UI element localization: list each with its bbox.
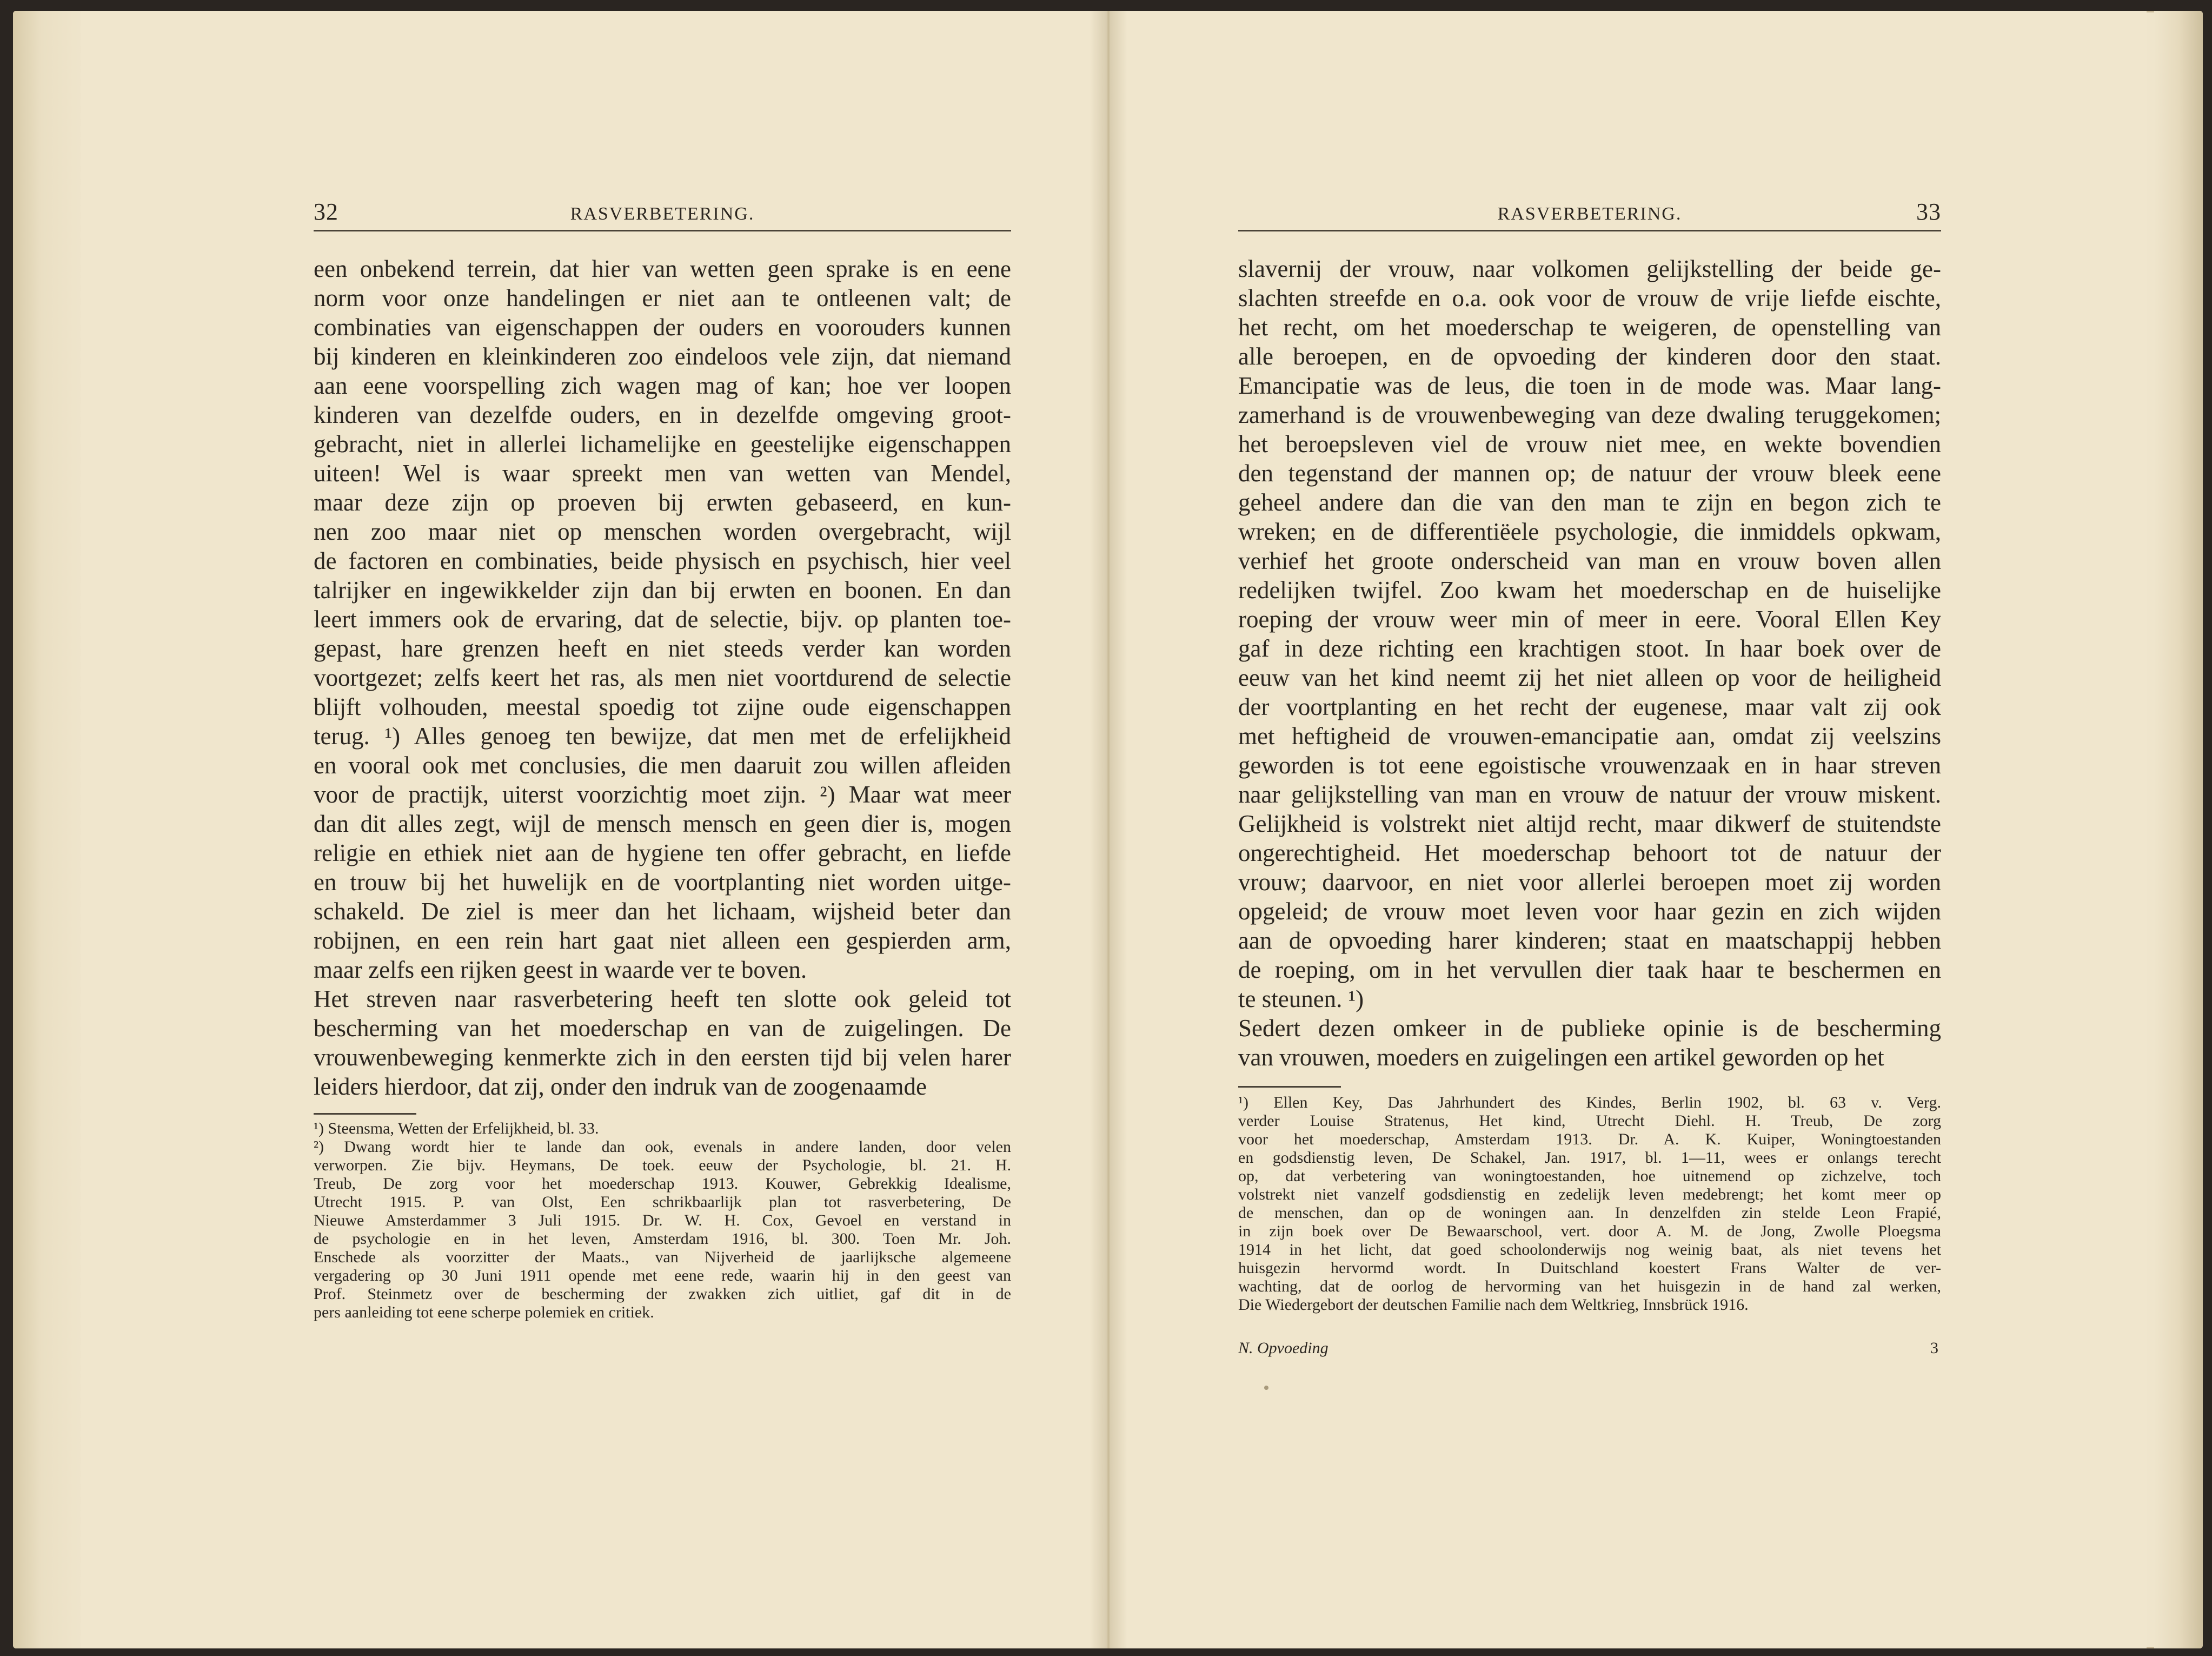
text-line: en vooral ook met conclusies, die men daaruit zou willen afleiden bbox=[314, 752, 1011, 779]
text-line: vrouwenbeweging kenmerkte zich in den eersten tijd bij velen harer bbox=[314, 1044, 1011, 1071]
text-line: norm voor onze handelingen er niet aan te ontleenen valt; de bbox=[314, 284, 1011, 312]
text-line: aan eene voorspelling zich wagen mag of kan; hoe ver loopen bbox=[314, 372, 1011, 399]
text-line: voor de practijk, uiterst voorzichtig moet zijn. ²) Maar wat meer bbox=[314, 781, 1011, 808]
text-line: Het streven naar rasverbetering heeft ten slotte ook geleid tot bbox=[314, 985, 1011, 1012]
text-line: de factoren en combinaties, beide physisch en psychisch, hier veel bbox=[314, 547, 1011, 574]
text-line: naar gelijkstelling van man en vrouw de natuur der vrouw miskent. bbox=[1238, 781, 1941, 808]
left-body-text bbox=[314, 254, 1011, 1101]
text-line: eeuw van het kind neemt zij het niet alleen op voor de heiligheid bbox=[1238, 664, 1941, 691]
text-line: met heftigheid de vrouwen-emancipatie aan, omdat zij veelszins bbox=[1238, 723, 1941, 750]
text-line: de menschen, dan op de woningen aan. In denzelfden zin stelde Leon Frapié, bbox=[1238, 1204, 1941, 1222]
right-page-edges bbox=[2154, 11, 2203, 1648]
text-line: nen zoo maar niet op menschen worden overgebracht, wijl bbox=[314, 518, 1011, 545]
right-page-number: 33 bbox=[1916, 198, 1941, 225]
signature-number: 3 bbox=[1930, 1339, 1938, 1357]
text-line: redelijken twijfel. Zoo kwam het moederschap en de huiselijke bbox=[1238, 577, 1941, 604]
text-line: bescherming van het moederschap en van de zuigelingen. De bbox=[314, 1015, 1011, 1042]
left-page-edges bbox=[13, 11, 83, 1648]
text-line: voortgezet; zelfs keert het ras, als men niet voortdurend de selectie bbox=[314, 664, 1011, 691]
text-line: roeping der vrouw weer min of meer in eere. Vooral Ellen Key bbox=[1238, 606, 1941, 633]
text-line: zamerhand is de vrouwenbeweging van deze dwaling teruggekomen; bbox=[1238, 401, 1941, 428]
text-line: uiteen! Wel is waar spreekt men van wetten van Mendel, bbox=[314, 460, 1011, 487]
text-line: verhief het groote onderscheid van man en vrouw boven allen bbox=[1238, 547, 1941, 574]
text-line: gaf in deze richting een krachtigen stoot. In haar boek over de bbox=[1238, 635, 1941, 662]
text-line: de psychologie en in het leven, Amsterdam 1916, bl. 300. Toen Mr. Joh. bbox=[314, 1230, 1011, 1248]
text-line: schakeld. De ziel is meer dan het lichaam, wijsheid beter dan bbox=[314, 898, 1011, 925]
text-line: dan dit alles zegt, wijl de mensch mensch en geen dier is, mogen bbox=[314, 810, 1011, 837]
text-line: combinaties van eigenschappen der ouders en voorouders kunnen bbox=[314, 314, 1011, 341]
text-line: het beroepsleven viel de vrouw niet mee, en wekte bovendien bbox=[1238, 430, 1941, 458]
text-line: verworpen. Zie bijv. Heymans, De toek. eeuw der Psychologie, bl. 21. H. bbox=[314, 1156, 1011, 1174]
text-line: terug. ¹) Alles genoeg ten bewijze, dat men met de erfelijkheid bbox=[314, 723, 1011, 750]
text-line: Enschede als voorzitter der Maats., van Nijverheid de jaarlijksche algemeene bbox=[314, 1248, 1011, 1266]
text-line: ¹) Ellen Key, Das Jahrhundert des Kindes, Berlin 1902, bl. 63 v. Verg. bbox=[1238, 1094, 1941, 1111]
text-line: slavernij der vrouw, naar volkomen gelijkstelling der beide ge- bbox=[1238, 255, 1941, 282]
left-running-title: RASVERBETERING. bbox=[570, 204, 755, 224]
text-line: ongerechtigheid. Het moederschap behoort tot de natuur der bbox=[1238, 839, 1941, 866]
text-line: en godsdienstig leven, De Schakel, Jan. 1917, bl. 1—11, wees er onlangs terecht bbox=[1238, 1149, 1941, 1167]
text-line: vergadering op 30 Juni 1911 opende met eene rede, waarin hij in den geest van bbox=[314, 1267, 1011, 1284]
text-line: voor het moederschap, Amsterdam 1913. Dr. A. K. Kuiper, Woningtoestanden bbox=[1238, 1130, 1941, 1148]
text-line: Emancipatie was de leus, die toen in de mode was. Maar lang- bbox=[1238, 372, 1941, 399]
text-line: der voortplanting en het recht der eugenese, maar valt zij ook bbox=[1238, 693, 1941, 720]
text-line: talrijker en ingewikkelder zijn dan bij erwten en boonen. En dan bbox=[314, 577, 1011, 604]
text-line: gepast, hare grenzen heeft en niet steeds verder kan worden bbox=[314, 635, 1011, 662]
text-line: bij kinderen en kleinkinderen zoo eindeloos vele zijn, dat niemand bbox=[314, 343, 1011, 370]
right-body-text bbox=[1238, 254, 1941, 1072]
text-line: opgeleid; de vrouw moet leven voor haar gezin en zich wijden bbox=[1238, 898, 1941, 925]
text-line: alle beroepen, en de opvoeding der kinderen door den staat. bbox=[1238, 343, 1941, 370]
text-line: het recht, om het moederschap te weigeren, de openstelling van bbox=[1238, 314, 1941, 341]
text-line: een onbekend terrein, dat hier van wetten geen sprake is en eene bbox=[314, 255, 1011, 282]
left-page-number: 32 bbox=[314, 198, 338, 225]
signature-mark: N. Opvoeding bbox=[1238, 1339, 1328, 1357]
text-line: vrouw; daarvoor, en niet voor allerlei beroepen moet zij worden bbox=[1238, 869, 1941, 896]
text-line: 1914 in het licht, dat goed schoolonderwijs nog weinig baat, als niet tevens het bbox=[1238, 1241, 1941, 1258]
text-line: pers aanleiding tot eene scherpe polemiek en critiek. bbox=[314, 1303, 654, 1321]
text-line: in zijn boek over De Bewaarschool, vert. door A. M. de Jong, Zwolle Ploegsma bbox=[1238, 1222, 1941, 1240]
text-line: maar zelfs een rijken geest in waarde ver te boven. bbox=[314, 956, 807, 983]
text-line: robijnen, en een rein hart gaat niet alleen een gespierden arm, bbox=[314, 927, 1011, 954]
left-footnotes bbox=[314, 1120, 1011, 1322]
text-line: Sedert dezen omkeer in de publieke opinie is de bescherming bbox=[1238, 1015, 1941, 1042]
text-line: de roeping, om in het vervullen dier taak haar te beschermen en bbox=[1238, 956, 1941, 983]
text-line: Utrecht 1915. P. van Olst, Een schrikbaarlijk plan tot rasverbetering, De bbox=[314, 1193, 1011, 1211]
text-line: geheel andere dan die van den man te zijn en begon zich te bbox=[1238, 489, 1941, 516]
text-line: Gelijkheid is volstrekt niet altijd recht, maar dikwerf de stuitendste bbox=[1238, 810, 1941, 837]
text-line: leiders hierdoor, dat zij, onder den indruk van de zoogenaamde bbox=[314, 1073, 927, 1100]
text-line: gebracht, niet in allerlei lichamelijke en geestelijke eigenschappen bbox=[314, 430, 1011, 458]
text-line: te steunen. ¹) bbox=[1238, 985, 1364, 1012]
text-line: wachting, dat de oorlog de hervorming van het huisgezin in de hand zal werken, bbox=[1238, 1277, 1941, 1295]
left-running-head bbox=[314, 197, 1011, 231]
text-line: slachten streefde en o.a. ook voor de vrouw de vrije liefde eischte, bbox=[1238, 284, 1941, 312]
text-line: maar deze zijn op proeven bij erwten gebaseerd, en kun- bbox=[314, 489, 1011, 516]
text-line: Nieuwe Amsterdammer 3 Juli 1915. Dr. W. H. Cox, Gevoel en verstand in bbox=[314, 1211, 1011, 1229]
paper-fleck bbox=[1264, 1386, 1268, 1390]
text-line: geworden is tot eene egoistische vrouwenzaak en in haar streven bbox=[1238, 752, 1941, 779]
text-line: ²) Dwang wordt hier te lande dan ook, evenals in andere landen, door velen bbox=[314, 1138, 1011, 1156]
book-gutter bbox=[1090, 11, 1127, 1648]
text-line: kinderen van dezelfde ouders, en in dezelfde omgeving groot- bbox=[314, 401, 1011, 428]
text-line: volstrekt niet vanzelf godsdienstig en zedelijk leven medebrengt; het komt meer op bbox=[1238, 1185, 1941, 1203]
text-line: ¹) Steensma, Wetten der Erfelijkheid, bl. 33. bbox=[314, 1120, 599, 1137]
text-line: religie en ethiek niet aan de hygiene ten offer gebracht, en liefde bbox=[314, 839, 1011, 866]
text-line: Treub, De zorg voor het moederschap 1913. Kouwer, Gebrekkig Idealisme, bbox=[314, 1175, 1011, 1193]
text-line: wreken; en de differentiëele psychologie, die inmiddels opkwam, bbox=[1238, 518, 1941, 545]
right-running-head bbox=[1238, 197, 1941, 231]
text-line: en trouw bij het huwelijk en de voortplanting niet worden uitge- bbox=[314, 869, 1011, 896]
text-line: op, dat verbetering van woningtoestanden, hoe uitnemend op zichzelve, toch bbox=[1238, 1167, 1941, 1185]
text-line: leert immers ook de ervaring, dat de selectie, bijv. op planten toe- bbox=[314, 606, 1011, 633]
left-footnote-rule bbox=[314, 1113, 416, 1115]
text-line: verder Louise Stratenus, Het kind, Utrecht Diehl. H. Treub, De zorg bbox=[1238, 1112, 1941, 1130]
text-line: den tegenstand der mannen op; de natuur der vrouw bleek eene bbox=[1238, 460, 1941, 487]
text-line: van vrouwen, moeders en zuigelingen een artikel geworden op het bbox=[1238, 1044, 1884, 1071]
text-line: aan de opvoeding harer kinderen; staat en maatschappij hebben bbox=[1238, 927, 1941, 954]
right-footnotes bbox=[1238, 1094, 1941, 1314]
text-line: blijft volhouden, meestal spoedig tot zijne oude eigenschappen bbox=[314, 693, 1011, 720]
right-running-title: RASVERBETERING. bbox=[1497, 204, 1682, 224]
text-line: Prof. Steinmetz over de bescherming der zwakken zich uitliet, gaf dit in de bbox=[314, 1285, 1011, 1303]
text-line: huisgezin hervormd wordt. In Duitschland koestert Frans Walter de ver- bbox=[1238, 1259, 1941, 1277]
text-line: Die Wiedergebort der deutschen Familie nach dem Weltkrieg, Innsbrück 1916. bbox=[1238, 1296, 1749, 1314]
right-footnote-rule bbox=[1238, 1086, 1341, 1088]
